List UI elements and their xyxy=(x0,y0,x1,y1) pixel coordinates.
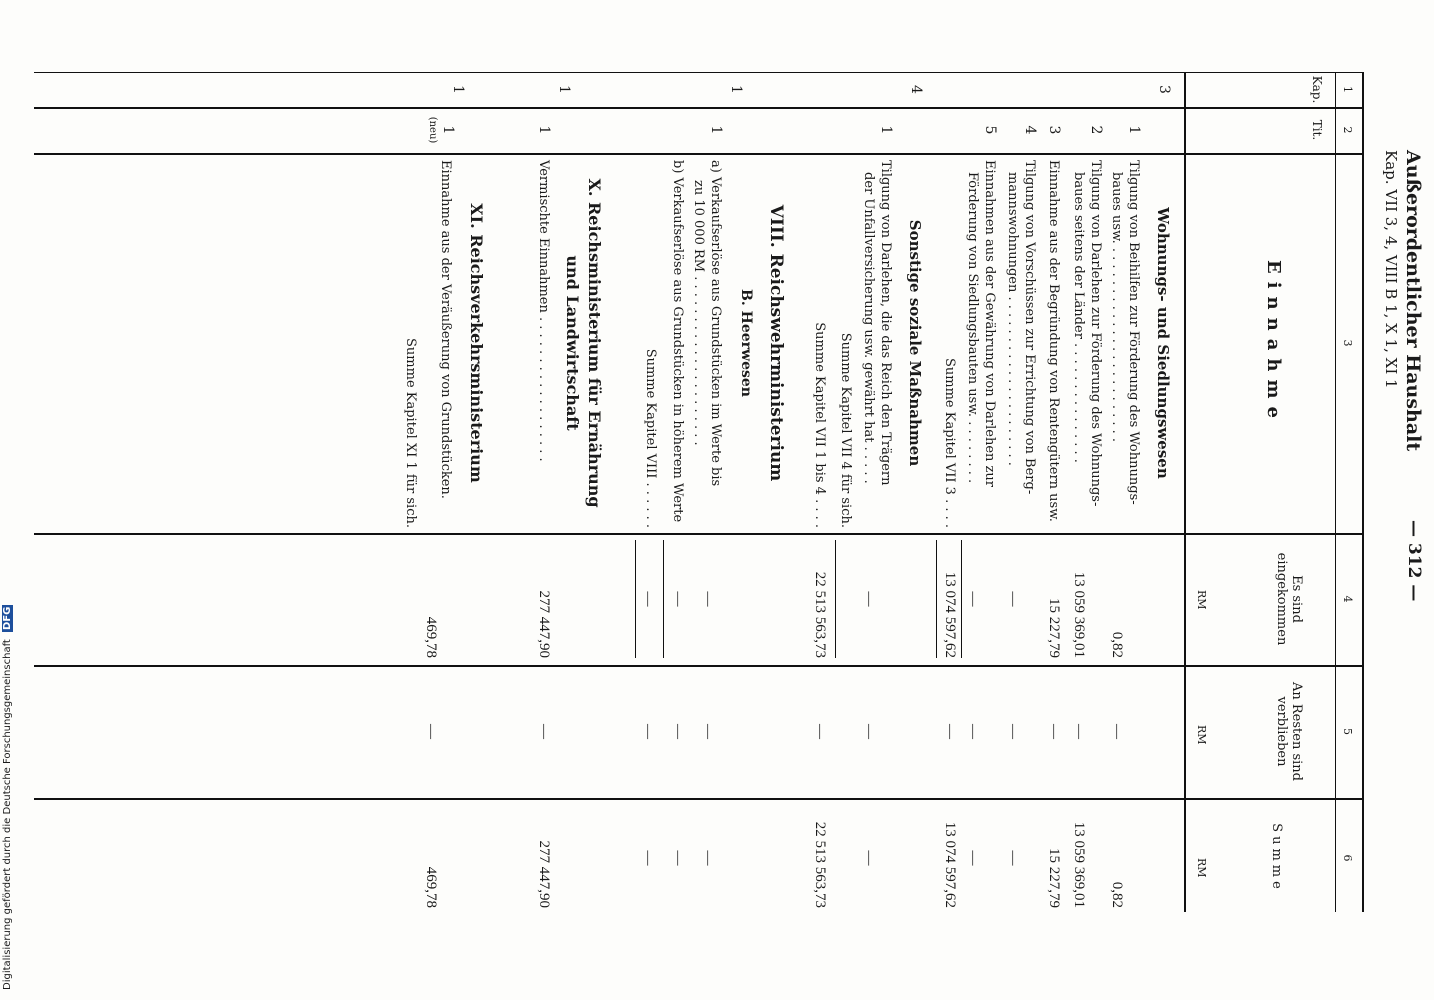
row1-col5: — xyxy=(1109,724,1125,739)
kap-divider xyxy=(34,107,1364,109)
tit-header: Tit. xyxy=(1310,119,1324,141)
row3-col6: 15 227,79 xyxy=(1046,848,1062,908)
sum-viii-col4: — xyxy=(640,591,656,607)
tit-xi-1: 1 xyxy=(440,125,456,135)
row10-col6: 469,78 xyxy=(423,866,439,908)
row1-desc-b: baues usw. . . . . . . . . . . . . . . . . . . . . . . . . xyxy=(1109,172,1124,443)
sum-vii3-bottom-rule xyxy=(936,540,937,658)
section-viii: VIII. Reichswehrministerium xyxy=(766,204,786,482)
col6-unit: RM xyxy=(1195,858,1208,878)
row7-desc-a: a) Verkaufserlöse aus Grundstücken im Werte bis xyxy=(708,160,723,487)
row6-col6: — xyxy=(861,850,877,866)
colnum-2: 2 xyxy=(1341,126,1354,134)
row6-desc-a: Tilgung von Darlehen, die das Reich den Trägern xyxy=(878,160,893,486)
tit-xi-neu: (neu) xyxy=(427,116,438,144)
sum-vii14-col6: 22 513 563,73 xyxy=(812,821,828,908)
row5-col4: — xyxy=(965,591,981,607)
row7-col6: — xyxy=(700,850,716,866)
colnum-6: 6 xyxy=(1341,854,1354,862)
row2-col5: — xyxy=(1071,724,1087,739)
row4-desc-a: Tilgung von Vorschüssen zur Errichtung von Berg- xyxy=(1022,160,1037,495)
row4-desc-b: mannswohnungen . . . . . . . . . . . . . . . . . . . . . xyxy=(1005,172,1020,466)
sum-vii14-col4: 22 513 563,73 xyxy=(812,571,828,658)
row5-col5: — xyxy=(965,724,981,739)
kap-1-xi: 1 xyxy=(450,85,466,94)
colnum-3: 3 xyxy=(1341,339,1354,347)
tit-4: 4 xyxy=(1022,125,1038,135)
col5-unit: RM xyxy=(1195,725,1208,745)
row10-col4: 469,78 xyxy=(423,616,439,658)
row4-col5: — xyxy=(1005,724,1021,739)
sum-vii4-rule xyxy=(835,540,836,658)
kap-3: 3 xyxy=(1156,85,1172,94)
sum-vii3-col6: 13 074 597,62 xyxy=(942,821,958,908)
document-subtitle: Kap. VII 3, 4, VIII B 1, X 1, XI 1 xyxy=(1382,150,1400,389)
section-xi: XI. Reichsverkehrsministerium xyxy=(467,203,486,483)
tit-x-1: 1 xyxy=(536,125,552,135)
sum-xi-label: Summe Kapitel XI 1 für sich. xyxy=(403,338,418,528)
header-bottom-rule xyxy=(1184,72,1186,912)
section-wohnung: Wohnungs- und Siedlungswesen xyxy=(1154,207,1172,479)
row9-col6: 277 447,90 xyxy=(536,840,552,908)
sum-vii4-label: Summe Kapitel VII 4 für sich. xyxy=(838,332,853,528)
tit-viii-1: 1 xyxy=(708,125,724,135)
sum-viii-col6: — xyxy=(640,850,656,866)
sum-vii3-rule-col4 xyxy=(961,540,962,658)
sum-vii3-col5: — xyxy=(942,724,958,739)
sum-viii-rule xyxy=(663,540,664,658)
table-top-rule xyxy=(1362,72,1364,912)
sum-viii-bottom-rule xyxy=(635,540,636,658)
row4-col4: — xyxy=(1005,591,1021,607)
tit-6: 1 xyxy=(878,125,894,135)
sum-viii-label: Summe Kapitel VIII . . . . . . xyxy=(643,348,658,528)
colnum-1: 1 xyxy=(1341,86,1354,93)
row8-desc: b) Verkaufserlöse aus Grundstücken in höherem Werte xyxy=(670,160,685,523)
row5-col6: — xyxy=(965,850,981,866)
row3-desc: Einnahme aus der Begründung von Rentengütern usw. xyxy=(1046,160,1061,522)
section-heer: B. Heerwesen xyxy=(738,289,754,397)
tit-2: 2 xyxy=(1088,125,1104,135)
row10-desc: Einnahme aus der Veräußerung von Grundstücken. xyxy=(438,160,453,499)
tit-1: 1 xyxy=(1126,125,1142,135)
row7-desc-b: zu 10 000 RM . . . . . . . . . . . . . . . . . . . . . xyxy=(691,180,706,446)
row2-desc-a: Tilgung von Darlehen zur Förderung des Wohnungs- xyxy=(1088,160,1103,507)
row8-col4: — xyxy=(670,591,686,607)
column-number-rule xyxy=(1335,72,1336,912)
row6-col5: — xyxy=(861,724,877,739)
kap-1-viii: 1 xyxy=(728,85,744,94)
col4-unit: RM xyxy=(1195,590,1208,610)
row9-col4: 277 447,90 xyxy=(536,590,552,658)
page-number: — 312 — xyxy=(1404,520,1424,602)
row2-col4: 13 059 369,01 xyxy=(1071,571,1087,658)
document-title: Außerordentlicher Haushalt xyxy=(1402,150,1424,452)
col6-header: Summe xyxy=(1269,823,1284,893)
row7-col5: — xyxy=(700,724,716,739)
row7-col4: — xyxy=(700,591,716,607)
sum-vii14-label: Summe Kapitel VII 1 bis 4 . . . . xyxy=(812,322,827,528)
sum-vii3-col4: 13 074 597,62 xyxy=(942,571,958,658)
dfg-credit xyxy=(2,608,20,990)
row1-col4: 0,82 xyxy=(1109,631,1125,658)
colnum-5: 5 xyxy=(1341,728,1354,735)
col5-header: An Resten sind verblieben xyxy=(1274,682,1304,781)
section-soziale: Sonstige soziale Maßnahmen xyxy=(906,219,924,467)
tit-5: 5 xyxy=(982,125,998,135)
row9-desc: Vermischte Einnahmen . . . . . . . . . . . . . . . . . . xyxy=(536,160,551,462)
sum-viii-col5: — xyxy=(640,724,656,739)
kap-header: Kap. xyxy=(1310,75,1324,104)
row3-col5: — xyxy=(1046,724,1062,739)
row2-desc-b: baues seitens der Länder . . . . . . . . . . . . . . . xyxy=(1071,172,1086,463)
kap-1-x: 1 xyxy=(556,85,572,94)
section-x-b: und Landwirtschaft xyxy=(563,255,582,431)
dfg-credit-text: Digitalisierung gefördert durch die Deutsche Forschungsgemeinschaft xyxy=(2,639,13,990)
row6-desc-b: der Unfallversicherung usw. gewährt hat . . . . . xyxy=(861,172,876,484)
row3-col4: 15 227,79 xyxy=(1046,598,1062,658)
row1-col6: 0,82 xyxy=(1109,881,1125,908)
row9-col5: — xyxy=(536,724,552,739)
row8-col5: — xyxy=(670,724,686,739)
sum-vii3-label: Summe Kapitel VII 3 . . . . xyxy=(942,357,957,528)
dfg-logo: DFG xyxy=(2,606,13,630)
colnum-4: 4 xyxy=(1341,595,1354,603)
row10-col5: — xyxy=(423,724,439,739)
row6-col4: — xyxy=(861,591,877,607)
row5-desc-a: Einnahmen aus der Gewährung von Darlehen zur xyxy=(982,160,997,487)
col4-header: Es sind eingekommen xyxy=(1274,552,1304,646)
row4-col6: — xyxy=(1005,850,1021,866)
tit-3: 3 xyxy=(1046,125,1062,135)
row8-col6: — xyxy=(670,850,686,866)
einnahme-header: Einnahme xyxy=(1263,260,1284,426)
row2-col6: 13 059 369,01 xyxy=(1071,821,1087,908)
section-x-a: X. Reichsministerium für Ernährung xyxy=(585,178,604,508)
row5-desc-b: Förderung von Siedlungsbauten usw. . . . . . . . . xyxy=(965,172,980,484)
row1-desc-a: Tilgung von Beihilfen zur Förderung des Wohnungs- xyxy=(1126,160,1141,505)
sum-vii14-col5: — xyxy=(812,724,828,739)
kap-4: 4 xyxy=(908,85,924,94)
